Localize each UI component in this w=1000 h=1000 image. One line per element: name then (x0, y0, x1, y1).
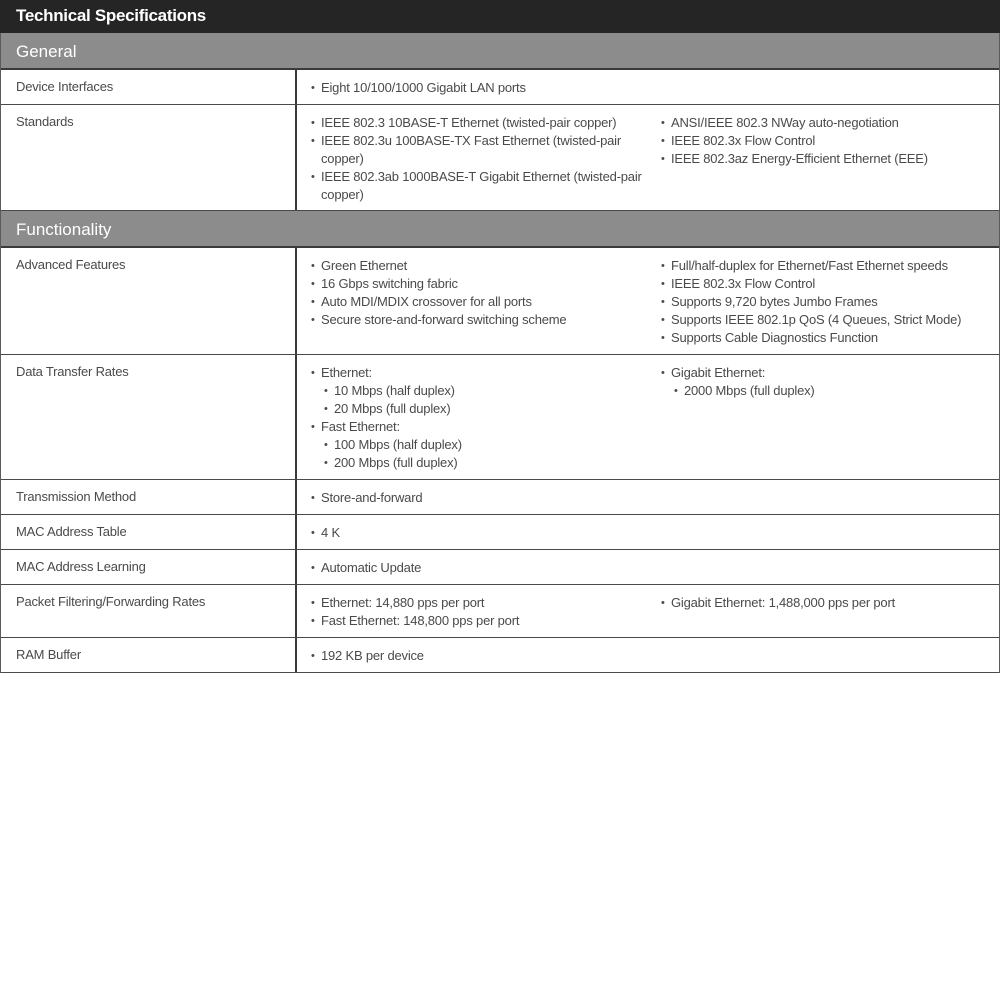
value-item: • IEEE 802.3 10BASE-T Ethernet (twisted-pair copper) (311, 114, 661, 132)
value-item: • Supports Cable Diagnostics Function (661, 329, 999, 347)
value-item: • 4 K (311, 524, 661, 542)
row-data-transfer-rates (1, 355, 999, 480)
value-list (311, 559, 661, 584)
spec-table (0, 33, 1000, 673)
sub-item: • 100 Mbps (half duplex) (324, 436, 661, 454)
row-advanced-features (1, 248, 999, 355)
sub-list (311, 382, 661, 418)
row-label: Advanced Features (1, 248, 297, 354)
row-value (297, 480, 999, 514)
row-label: RAM Buffer (1, 638, 297, 672)
value-item-text: Fast Ethernet: (321, 419, 400, 434)
row-value (297, 515, 999, 549)
value-item-text: Ethernet: (321, 365, 372, 380)
row-label: Transmission Method (1, 480, 297, 514)
value-item: • Fast Ethernet: 148,800 pps per port (311, 612, 661, 630)
value-item: • 16 Gbps switching fabric (311, 275, 661, 293)
sub-item: • 200 Mbps (full duplex) (324, 454, 661, 472)
value-list (661, 594, 999, 637)
value-item: • Gigabit Ethernet: 1,488,000 pps per port (661, 594, 999, 612)
value-item: • IEEE 802.3x Flow Control (661, 132, 999, 150)
sub-item: • 20 Mbps (full duplex) (324, 400, 661, 418)
section-header-general: General (1, 33, 999, 70)
row-value (297, 70, 999, 104)
value-item: • IEEE 802.3x Flow Control (661, 275, 999, 293)
row-value (297, 355, 999, 479)
value-item (661, 364, 999, 400)
row-value (297, 585, 999, 637)
value-list (661, 364, 999, 479)
value-list (661, 257, 999, 354)
row-standards (1, 105, 999, 211)
value-item: • IEEE 802.3az Energy-Efficient Ethernet (EEE) (661, 150, 999, 168)
value-item: • 192 KB per device (311, 647, 661, 665)
row-value (297, 248, 999, 354)
value-list (311, 79, 661, 104)
sub-item: • 10 Mbps (half duplex) (324, 382, 661, 400)
row-value (297, 550, 999, 584)
value-item: • Eight 10/100/1000 Gigabit LAN ports (311, 79, 661, 97)
value-item: • Secure store-and-forward switching scheme (311, 311, 661, 329)
value-list (311, 594, 661, 637)
value-item-text: Gigabit Ethernet: (671, 365, 766, 380)
value-item: • Auto MDI/MDIX crossover for all ports (311, 293, 661, 311)
row-label: Standards (1, 105, 297, 210)
row-label: Data Transfer Rates (1, 355, 297, 479)
row-mac-address-table (1, 515, 999, 550)
value-item: • Full/half-duplex for Ethernet/Fast Ethernet speeds (661, 257, 999, 275)
sub-list (311, 436, 661, 472)
row-device-interfaces (1, 70, 999, 105)
value-list (311, 647, 661, 672)
value-item: • Supports IEEE 802.1p QoS (4 Queues, Strict Mode) (661, 311, 999, 329)
value-item: • IEEE 802.3u 100BASE-TX Fast Ethernet (twisted-pair copper) (311, 132, 661, 168)
row-ram-buffer (1, 638, 999, 673)
row-label: Packet Filtering/Forwarding Rates (1, 585, 297, 637)
value-item: • ANSI/IEEE 802.3 NWay auto-negotiation (661, 114, 999, 132)
page-title: Technical Specifications (0, 0, 1000, 33)
value-list (311, 524, 661, 549)
value-list (311, 257, 661, 354)
row-value (297, 105, 999, 210)
value-list (661, 114, 999, 210)
section-header-functionality: Functionality (1, 211, 999, 248)
value-item: • Supports 9,720 bytes Jumbo Frames (661, 293, 999, 311)
row-packet-filtering (1, 585, 999, 638)
value-item (311, 418, 661, 472)
row-label: MAC Address Learning (1, 550, 297, 584)
value-item: • Store-and-forward (311, 489, 661, 507)
value-list (311, 114, 661, 210)
value-list (311, 489, 661, 514)
value-item (311, 364, 661, 418)
value-item: • Green Ethernet (311, 257, 661, 275)
sub-item: • 2000 Mbps (full duplex) (674, 382, 999, 400)
value-item: • Automatic Update (311, 559, 661, 577)
row-mac-address-learning (1, 550, 999, 585)
value-item: • Ethernet: 14,880 pps per port (311, 594, 661, 612)
row-label: MAC Address Table (1, 515, 297, 549)
row-value (297, 638, 999, 672)
value-list (311, 364, 661, 479)
sub-list (661, 382, 999, 400)
row-transmission-method (1, 480, 999, 515)
value-item: • IEEE 802.3ab 1000BASE-T Gigabit Ethernet (twisted-pair copper) (311, 168, 661, 204)
row-label: Device Interfaces (1, 70, 297, 104)
